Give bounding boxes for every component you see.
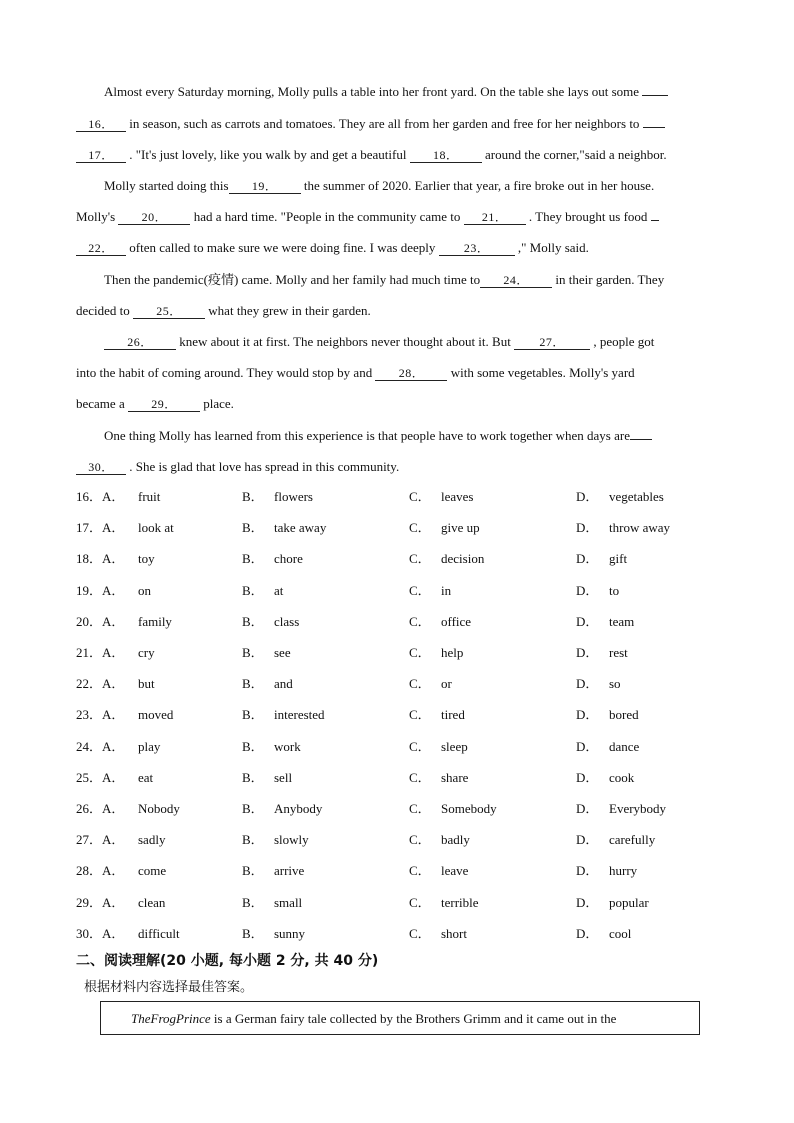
question-row [76, 706, 756, 724]
option-label-c: C． [409, 770, 431, 785]
option-d[interactable]: popular [609, 895, 649, 910]
option-b[interactable]: class [274, 614, 300, 629]
option-label-b: B． [242, 583, 264, 598]
option-c[interactable]: help [441, 645, 464, 660]
option-d[interactable]: cool [609, 926, 632, 941]
option-b[interactable]: sunny [274, 926, 306, 941]
passage-line: decided to 25． what they grew in their garden. [76, 303, 371, 318]
option-label-b: B． [242, 489, 264, 504]
option-label-c: C． [409, 520, 431, 535]
option-d[interactable]: throw away [609, 520, 671, 535]
passage-line: Molly's 20． had a hard time. "People in the community came to 21． . They brought us food [76, 209, 659, 225]
answer-blank: 26． [104, 335, 176, 350]
passage-line: became a 29． place. [76, 396, 234, 411]
option-c[interactable]: short [441, 926, 467, 941]
option-a[interactable]: on [138, 583, 151, 598]
answer-blank [643, 127, 665, 128]
option-d[interactable]: Everybody [609, 801, 667, 816]
option-label-b: B． [242, 863, 264, 878]
question-number: 20．A． [76, 614, 125, 629]
option-d[interactable]: to [609, 583, 620, 598]
option-label-b: B． [242, 739, 264, 754]
question-number: 19．A． [76, 583, 125, 598]
option-a[interactable]: moved [138, 707, 174, 722]
question-number: 22．A． [76, 676, 125, 691]
option-label-b: B． [242, 676, 264, 691]
option-b[interactable]: sell [274, 770, 293, 785]
option-a[interactable]: toy [138, 551, 155, 566]
option-a[interactable]: clean [138, 895, 166, 910]
option-label-b: B． [242, 645, 264, 660]
option-d[interactable]: dance [609, 739, 640, 754]
option-d[interactable]: team [609, 614, 635, 629]
answer-blank: 28． [375, 366, 447, 381]
answer-blank: 20． [118, 210, 190, 225]
answer-blank [651, 220, 659, 221]
option-label-b: B． [242, 895, 264, 910]
question-row [76, 675, 756, 693]
option-c[interactable]: share [441, 770, 469, 785]
answer-blank [642, 95, 668, 96]
question-row [76, 862, 756, 880]
answer-blank: 25． [133, 304, 205, 319]
passage-line: Then the pandemic(疫情) came. Molly and her family had much time to 24． in their garden. They [104, 272, 665, 287]
passage-line: 22． often called to make sure we were doing fine. I was deeply 23． ," Molly said. [76, 240, 589, 256]
question-number: 26．A． [76, 801, 125, 816]
passage-line: 30． . She is glad that love has spread in this community. [76, 459, 399, 475]
option-a[interactable]: sadly [138, 832, 166, 847]
question-row [76, 738, 756, 756]
question-number: 24．A． [76, 739, 125, 754]
option-b[interactable]: at [274, 583, 284, 598]
option-c[interactable]: decision [441, 551, 485, 566]
option-b[interactable]: chore [274, 551, 303, 566]
option-label-c: C． [409, 863, 431, 878]
question-row [76, 831, 756, 849]
option-label-c: C． [409, 676, 431, 691]
question-number: 27．A． [76, 832, 125, 847]
question-number: 17．A． [76, 520, 125, 535]
option-b[interactable]: slowly [274, 832, 309, 847]
option-label-c: C． [409, 895, 431, 910]
option-c[interactable]: badly [441, 832, 470, 847]
option-label-d: D． [576, 583, 599, 598]
answer-blank: 30． [76, 460, 126, 475]
option-a[interactable]: but [138, 676, 155, 691]
option-c[interactable]: in [441, 583, 452, 598]
option-a[interactable]: family [138, 614, 172, 629]
passage-line: 17． . "It's just lovely, like you walk by and get a beautiful 18． around the corner,"said a neighbor. [76, 147, 667, 163]
option-label-c: C． [409, 739, 431, 754]
option-b[interactable]: Anybody [274, 801, 323, 816]
question-number: 30．A． [76, 926, 125, 941]
question-number: 23．A． [76, 707, 125, 722]
question-number: 18．A． [76, 551, 125, 566]
passage-line: into the habit of coming around. They would stop by and 28． with some vegetables. Molly's yard [76, 365, 635, 380]
option-label-d: D． [576, 676, 599, 691]
option-label-d: D． [576, 707, 599, 722]
section-instruction: 根据材料内容选择最佳答案。 [84, 980, 254, 995]
option-label-d: D． [576, 520, 599, 535]
option-c[interactable]: give up [441, 520, 480, 535]
option-d[interactable]: carefully [609, 832, 656, 847]
option-label-b: B． [242, 551, 264, 566]
passage-line: One thing Molly has learned from this experience is that people have to work together when days are [104, 428, 652, 444]
option-label-d: D． [576, 614, 599, 629]
option-label-d: D． [576, 645, 599, 660]
option-b[interactable]: small [274, 895, 303, 910]
option-a[interactable]: difficult [138, 926, 180, 941]
question-row [76, 488, 756, 506]
question-row [76, 613, 756, 631]
option-label-b: B． [242, 707, 264, 722]
passage-line: Almost every Saturday morning, Molly pulls a table into her front yard. On the table she lays out some [104, 84, 668, 100]
answer-blank: 17． [76, 148, 126, 163]
answer-blank: 29． [128, 397, 200, 412]
question-row [76, 582, 756, 600]
option-label-b: B． [242, 614, 264, 629]
question-number: 16．A． [76, 489, 125, 504]
option-label-c: C． [409, 832, 431, 847]
option-label-b: B． [242, 832, 264, 847]
option-a[interactable]: cry [138, 645, 155, 660]
answer-blank: 19． [229, 179, 301, 194]
option-d[interactable]: rest [609, 645, 628, 660]
question-row [76, 519, 756, 537]
question-row [76, 925, 756, 943]
option-a[interactable]: play [138, 739, 161, 754]
option-label-b: B． [242, 926, 264, 941]
question-row [76, 644, 756, 662]
option-label-d: D． [576, 895, 599, 910]
option-label-d: D． [576, 739, 599, 754]
option-label-c: C． [409, 583, 431, 598]
option-label-d: D． [576, 489, 599, 504]
option-label-d: D． [576, 551, 599, 566]
option-label-d: D． [576, 770, 599, 785]
option-b[interactable]: take away [274, 520, 327, 535]
option-label-d: D． [576, 801, 599, 816]
answer-blank: 24． [480, 273, 552, 288]
option-label-d: D． [576, 832, 599, 847]
option-a[interactable]: fruit [138, 489, 161, 504]
option-a[interactable]: look at [138, 520, 174, 535]
reading-passage-text: TheFrogPrince is a German fairy tale collected by the Brothers Grimm and it came out in the [131, 1011, 617, 1026]
option-c[interactable]: leave [441, 863, 469, 878]
section-heading: 二、阅读理解(20 小题, 每小题 2 分, 共 40 分) [76, 953, 379, 969]
question-row [76, 550, 756, 568]
question-row [76, 800, 756, 818]
reading-passage-box [100, 1001, 700, 1035]
option-label-c: C． [409, 489, 431, 504]
option-a[interactable]: eat [138, 770, 154, 785]
answer-blank [630, 439, 652, 440]
answer-blank: 22． [76, 241, 126, 256]
option-b[interactable]: see [274, 645, 291, 660]
option-d[interactable]: vegetables [609, 489, 664, 504]
option-b[interactable]: arrive [274, 863, 305, 878]
option-c[interactable]: sleep [441, 739, 468, 754]
option-label-c: C． [409, 614, 431, 629]
answer-blank: 21． [464, 210, 526, 225]
option-b[interactable]: work [274, 739, 301, 754]
option-label-b: B． [242, 801, 264, 816]
option-c[interactable]: Somebody [441, 801, 497, 816]
option-d[interactable]: cook [609, 770, 635, 785]
question-number: 25．A． [76, 770, 125, 785]
answer-blank: 23． [439, 241, 515, 256]
option-c[interactable]: leaves [441, 489, 474, 504]
question-row [76, 769, 756, 787]
answer-blank: 18． [410, 148, 482, 163]
option-label-d: D． [576, 863, 599, 878]
question-number: 29．A． [76, 895, 125, 910]
option-label-d: D． [576, 926, 599, 941]
option-label-c: C． [409, 926, 431, 941]
passage-line: 26． knew about it at first. The neighbors never thought about it. But 27． , people got [104, 334, 654, 350]
option-label-c: C． [409, 551, 431, 566]
option-d[interactable]: bored [609, 707, 639, 722]
question-number: 21．A． [76, 645, 125, 660]
option-b[interactable]: interested [274, 707, 325, 722]
option-b[interactable]: flowers [274, 489, 313, 504]
option-c[interactable]: or [441, 676, 452, 691]
option-c[interactable]: terrible [441, 895, 479, 910]
answer-blank: 27． [514, 335, 590, 350]
option-label-c: C． [409, 645, 431, 660]
option-label-b: B． [242, 770, 264, 785]
option-label-c: C． [409, 707, 431, 722]
answer-blank: 16． [76, 117, 126, 132]
question-number: 28．A． [76, 863, 125, 878]
question-row [76, 894, 756, 912]
option-label-b: B． [242, 520, 264, 535]
passage-line: 16． in season, such as carrots and tomatoes. They are all from her garden and free for her neighbors to [76, 116, 665, 132]
option-a[interactable]: come [138, 863, 167, 878]
option-label-c: C． [409, 801, 431, 816]
option-d[interactable]: so [609, 676, 621, 691]
passage-line: Molly started doing this 19． the summer of 2020. Earlier that year, a fire broke out in her house. [104, 178, 655, 193]
option-c[interactable]: office [441, 614, 472, 629]
option-b[interactable]: and [274, 676, 293, 691]
option-a[interactable]: Nobody [138, 801, 180, 816]
option-c[interactable]: tired [441, 707, 465, 722]
option-d[interactable]: hurry [609, 863, 638, 878]
option-d[interactable]: gift [609, 551, 628, 566]
